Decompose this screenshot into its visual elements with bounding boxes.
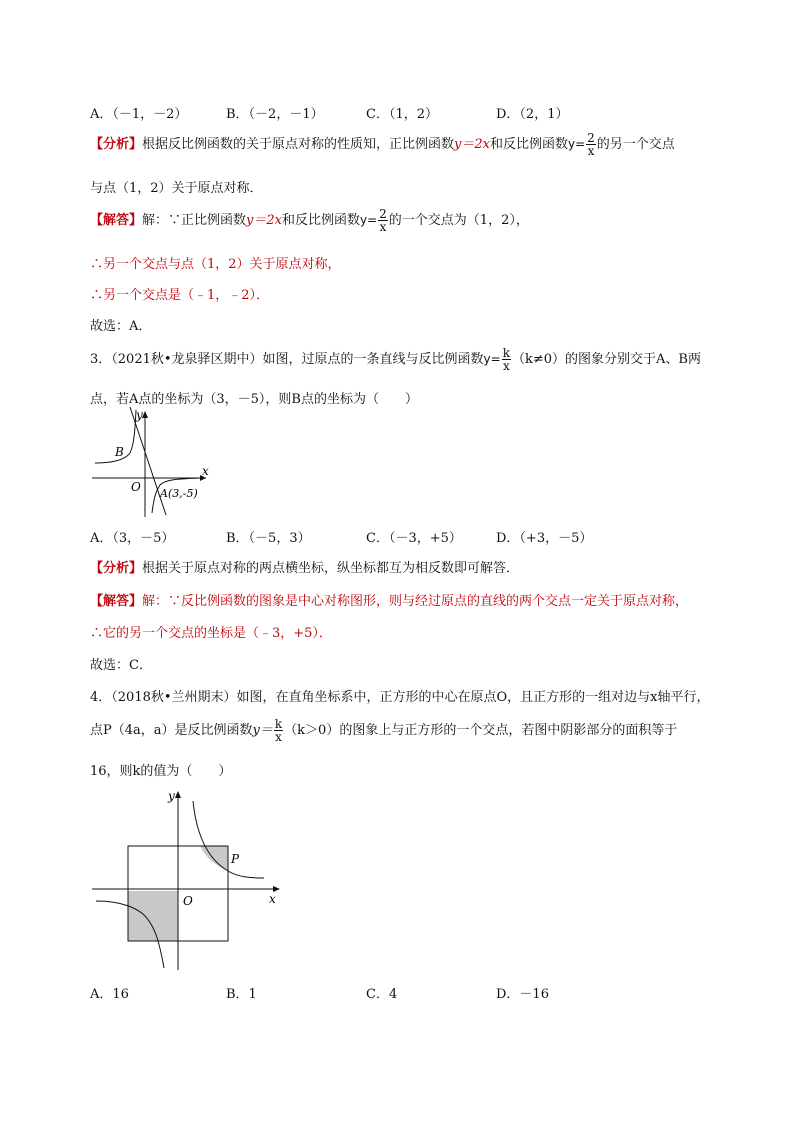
q3-answer: 故选：C．	[90, 658, 152, 673]
q3-stem-cond: （k≠0）的图象分别交于A、B两	[511, 352, 701, 367]
q3-option-d: D．（+3，－5）	[496, 531, 593, 546]
q4-stem-text-2a: 点P（4a，a）是反比例函数	[90, 723, 253, 738]
q4-stem-line-2	[90, 718, 677, 743]
q3-label-a: A(3,-5)	[160, 487, 198, 500]
q3-y-arrow-icon	[142, 411, 148, 418]
frac-num: 2	[379, 207, 387, 221]
q3-stem-line-1	[90, 347, 701, 372]
q2-solution-func: y＝2x	[246, 213, 282, 228]
q2-analysis-tag: 【分析】	[90, 137, 143, 152]
q4-stem-line-1: 4．（2018秋•兰州期末）如图，在直角坐标系中，正方形的中心在原点O，且正方形的一组对边与x轴平行，	[90, 690, 710, 705]
q3-option-a: A．（3，－5）	[90, 531, 175, 546]
q4-stem-line-3: 16，则k的值为（ ）	[90, 764, 232, 779]
q2-solution-text-2: 和反比例函数	[281, 213, 360, 228]
frac-num: 2	[587, 131, 595, 145]
q2-solution-text-1: 解：∵正比例函数	[142, 213, 247, 228]
q2-analysis-text-1: 根据反比例函数的关于原点对称的性质知，正比例函数	[142, 137, 455, 152]
q2-analysis-text-2: 和反比例函数	[489, 137, 568, 152]
q3-label-y: y	[136, 408, 143, 422]
q4-stem-y: y＝	[252, 723, 273, 738]
frac-num: k	[502, 346, 510, 360]
q4-figure	[88, 786, 288, 971]
q3-label-x: x	[202, 464, 209, 478]
q3-stem-line-2: 点，若A点的坐标为（3，－5），则B点的坐标为（ ）	[90, 392, 418, 407]
q2-red-line-2: ∴另一个交点是（﹣1，﹣2）．	[90, 288, 270, 303]
q3-stem-fraction	[502, 347, 511, 372]
q2-solution-fraction	[378, 208, 388, 233]
q4-label-y: y	[168, 789, 175, 803]
q2-answer: 故选：A．	[90, 319, 152, 334]
q4-label-o: O	[183, 894, 193, 908]
q3-analysis-text: 根据关于原点对称的两点横坐标，纵坐标都互为相反数即可解答．	[142, 561, 520, 576]
q4-stem-fraction	[274, 718, 283, 743]
q4-shaded-upper-right	[200, 846, 228, 871]
frac-den: x	[587, 144, 595, 158]
q4-option-a: A．16	[90, 987, 129, 1002]
q3-stem-text-1: 3．（2021秋•龙泉驿区期中）如图，过原点的一条直线与反比例函数	[90, 352, 484, 367]
q4-option-b: B．1	[226, 987, 257, 1002]
q4-option-d: D．－16	[496, 987, 549, 1002]
q2-solution-tag: 【解答】	[90, 213, 143, 228]
q3-analysis-tag: 【分析】	[90, 561, 143, 576]
q3-label-o: O	[131, 480, 141, 494]
q4-shade-ghost	[193, 791, 228, 844]
q3-solution	[90, 590, 688, 609]
q2-analysis-y: y=	[568, 137, 586, 151]
q3-red-line: ∴它的另一个交点的坐标是（﹣3，+5）．	[90, 626, 332, 641]
q4-shaded-lower-left	[128, 891, 178, 941]
q2-analysis	[90, 132, 675, 157]
q4-stem-text-2b: （k＞0）的图象上与正方形的一个交点，若图中阴影部分的面积等于	[284, 723, 678, 738]
q2-analysis-fraction	[586, 132, 596, 157]
q2-analysis-text-3: 的另一个交点	[596, 137, 675, 152]
q3-solution-tag: 【解答】	[90, 594, 143, 609]
q2-analysis-func: y＝2x	[454, 137, 490, 152]
q3-option-b: B．（－5，3）	[226, 531, 311, 546]
q3-option-c: C．（－3，+5）	[366, 531, 462, 546]
q2-analysis-cont: 与点（1，2）关于原点对称．	[90, 181, 263, 196]
q2-solution-text-3: 的一个交点为（1，2），	[388, 213, 529, 228]
q4-y-arrow-icon	[175, 791, 181, 798]
q3-label-b: B	[115, 445, 124, 459]
q2-solution-y: y=	[360, 213, 378, 227]
frac-den: x	[502, 359, 510, 373]
q3-analysis	[90, 557, 519, 576]
q2-option-b: B．（－2，－1）	[226, 107, 324, 122]
q2-option-d: D．（2，1）	[496, 107, 569, 122]
q4-option-c: C．4	[366, 987, 398, 1002]
q2-solution	[90, 208, 529, 233]
q2-option-c: C．（1，2）	[366, 107, 438, 122]
q3-stem-y: y=	[483, 352, 501, 366]
frac-den: x	[275, 730, 282, 744]
q2-option-a: A．（－1，－2）	[90, 107, 188, 122]
q2-red-line-1: ∴另一个交点与点（1，2）关于原点对称，	[90, 257, 341, 272]
q4-label-x: x	[269, 892, 276, 906]
q4-label-p: P	[231, 852, 240, 866]
q3-figure	[90, 405, 220, 520]
q3-solution-text: 解：∵反比例函数的图象是中心对称图形，则与经过原点的直线的两个交点一定关于原点对称，	[142, 594, 689, 609]
frac-den: x	[379, 220, 387, 234]
frac-num: k	[274, 717, 283, 731]
